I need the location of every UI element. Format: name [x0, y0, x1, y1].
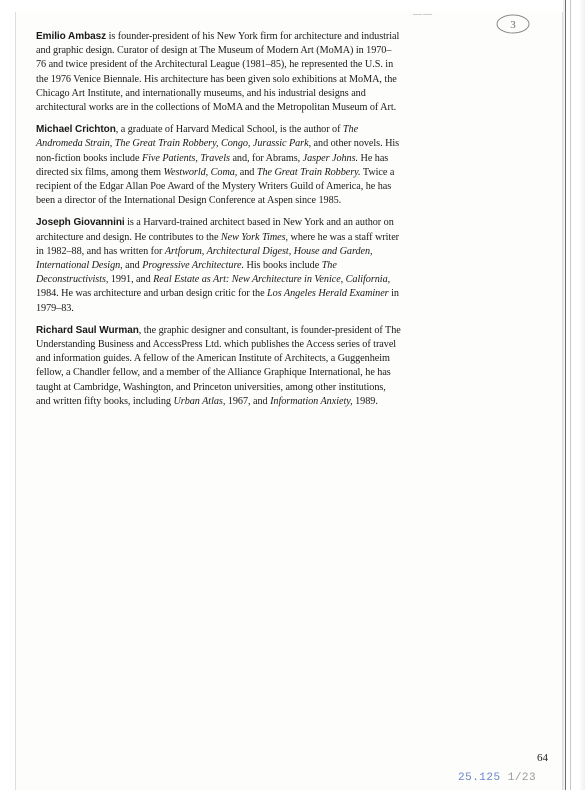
- bio-text: and, for Abrams,: [229, 152, 303, 164]
- bio-title: Artforum, Architectural Digest, House and Garden, International Design,: [36, 245, 373, 272]
- bio-name: Joseph Giovannini: [36, 217, 125, 229]
- bio-title: Five Patients, Travels: [141, 152, 230, 164]
- circled-number-annotation: [495, 13, 531, 35]
- bio-title: Real Estate as Art: New Architecture in Venice, California,: [153, 274, 391, 286]
- bio-text: and: [122, 260, 143, 272]
- bio-text: 1989.: [352, 395, 378, 407]
- bio-ambasz: [36, 30, 401, 115]
- bio-title: Los Angeles Herald Examiner: [267, 288, 389, 300]
- bio-text: is a Harvard-trained architect based in New York and an author on architecture and design. He contributes to the: [36, 217, 394, 243]
- bio-text: in 1979–83.: [36, 288, 399, 314]
- bio-title: New York Times,: [220, 231, 289, 243]
- bio-title: Westworld, Coma,: [163, 166, 238, 178]
- bio-text: is founder-president of his New York firm for architecture and industrial and graphic design. Curator of design at The Museum of Modern Art (MoMA) in 1970–76 and twice president of the Architectural League (1981–85), he represented the U.S. in the 1976 Venice Biennale. His architecture has been given solo exhibitions at MoMA, the Chicago Art Institute, and internationally museums, and his industrial designs and architectural works are in the collections of MoMA and the Metropolitan Museum of Art.: [36, 31, 400, 114]
- bio-text: where he was a staff writer in 1982–88, and has written for: [36, 231, 400, 257]
- bio-title: Information Anxiety,: [270, 395, 353, 407]
- bottom-margin: [0, 790, 585, 800]
- bio-title: Jasper Johns.: [302, 152, 359, 164]
- bio-crichton: [36, 123, 401, 208]
- bio-title: Progressive Architecture.: [142, 260, 244, 272]
- page-number: 64: [537, 752, 548, 764]
- stamp-number: 25.125: [458, 772, 501, 784]
- bio-text: , the graphic designer and consultant, is founder-president of The Understanding Business and AccessPress Ltd. which publishes the Access series of travel and information guides. A fellow of the American Institute of Architects, a Guggenheim fellow, a Chandler fellow, and a member of the Alliance Graphique International, he has taught at Cambridge, Washington, and Princeton universities, among other institutions, and written fifty books, including: [36, 324, 401, 407]
- binding-line: [565, 0, 566, 800]
- bio-name: Richard Saul Wurman: [36, 324, 139, 336]
- bio-title: The Deconstructivists,: [36, 260, 337, 286]
- page-binding-edge: [563, 0, 585, 800]
- bio-text: Twice a recipient of the Edgar Allan Poe Award of the Mystery Writers Guild of America, he has been a director of the International Design Conference at Aspen since 1985.: [36, 166, 395, 207]
- bio-text: His books include: [243, 260, 322, 272]
- stamp-pencil: 1/23: [507, 772, 537, 784]
- bio-name: Michael Crichton: [36, 124, 116, 136]
- binding-line-secondary: [570, 0, 571, 800]
- pencil-annotation-top: ——: [413, 9, 433, 19]
- bio-text: , a graduate of Harvard Medical School, is the author of: [115, 124, 343, 136]
- bio-text: and other novels. His non-fiction books include: [36, 138, 400, 164]
- bio-text: He has directed six films, among them: [36, 152, 389, 178]
- bio-text: 1984. He was architecture and urban design critic for the: [36, 288, 268, 300]
- bio-title: Urban Atlas,: [173, 395, 226, 407]
- bio-text: and: [237, 166, 257, 178]
- bio-text: 1967, and: [225, 395, 271, 407]
- bio-title: The Andromeda Strain, The Great Train Robbery, Congo, Jurassic Park,: [36, 124, 359, 150]
- bio-wurman: [36, 324, 401, 409]
- bio-name: Emilio Ambasz: [36, 31, 107, 42]
- bio-giovannini: [36, 216, 401, 315]
- bio-text: 1991, and: [108, 274, 154, 286]
- bio-title: The Great Train Robbery.: [256, 166, 361, 178]
- circled-number-text: 3: [510, 19, 516, 31]
- archive-stamp: [458, 772, 536, 784]
- bios-section: [36, 30, 401, 417]
